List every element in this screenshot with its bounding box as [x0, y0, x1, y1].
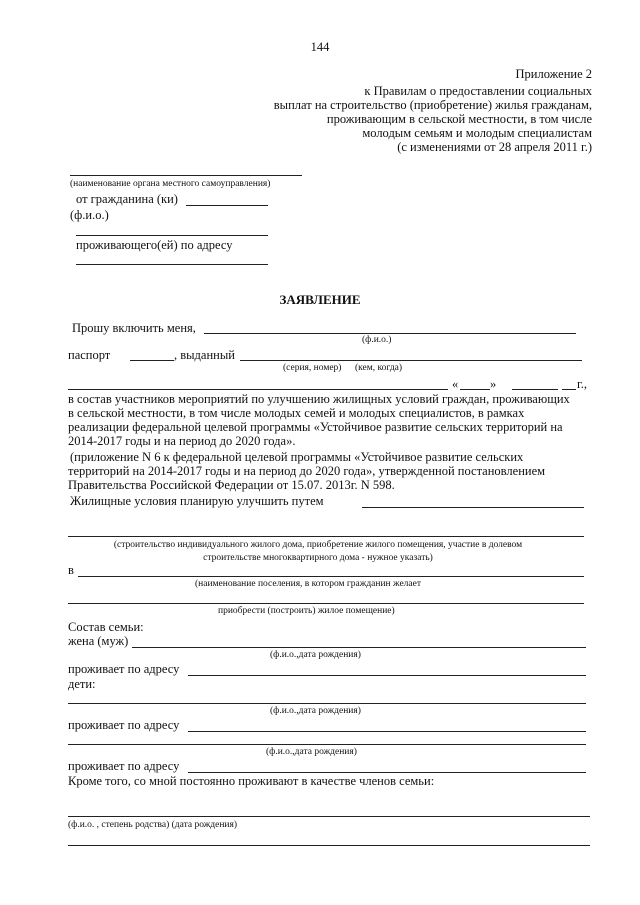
- appendix-line: проживающим в сельской местности, в том числе: [326, 112, 592, 126]
- residing-label: проживающего(ей) по адресу: [76, 238, 233, 252]
- spouse-line[interactable]: [132, 647, 586, 648]
- child-address-line-2[interactable]: [188, 772, 586, 773]
- construction-caption: (строительство индивидуального жилого дома, приобретение жилого помещения, участие в долевом: [113, 540, 523, 550]
- citizen-name-line[interactable]: [186, 205, 268, 206]
- family-label: Состав семьи:: [68, 620, 144, 634]
- improve-line[interactable]: [362, 507, 584, 508]
- page-number: 144: [310, 40, 330, 54]
- para1-line: реализации федеральной целевой программы «Устойчивое развитие сельских территорий на: [68, 420, 563, 434]
- relation-caption: (ф.и.о. , степень родства) (дата рождения): [68, 820, 238, 830]
- issued-label: , выданный: [174, 348, 235, 362]
- authority-caption: (наименование органа местного самоуправления): [70, 179, 271, 189]
- acquire-caption: приобрести (построить) жилое помещение): [218, 606, 395, 616]
- spouse-address-line[interactable]: [188, 675, 586, 676]
- address-label-2: проживает по адресу: [68, 718, 180, 732]
- authority-line[interactable]: [70, 175, 302, 176]
- members-line-2[interactable]: [68, 845, 590, 846]
- appendix-line: к Правилам о предоставлении социальных: [364, 84, 592, 98]
- fio-caption: (ф.и.о.): [362, 335, 392, 345]
- quote-close: »: [490, 377, 497, 391]
- members-line[interactable]: [68, 816, 590, 817]
- day-line[interactable]: [460, 389, 490, 390]
- settlement-line[interactable]: [78, 576, 584, 577]
- request-label: Прошу включить меня,: [72, 321, 196, 335]
- year-suffix: г.,: [577, 377, 587, 391]
- para1-line: в сельской местности, в том числе молодых семей и молодых специалистов, в рамках: [68, 406, 525, 420]
- document-title: ЗАЯВЛЕНИЕ: [279, 292, 361, 307]
- construction-caption: строительстве многоквартирного дома - нужное указать): [203, 553, 433, 563]
- also-label: Кроме того, со мной постоянно проживают в качестве членов семьи:: [68, 774, 435, 788]
- from-citizen-label: от гражданина (ки): [76, 192, 178, 206]
- spouse-caption: (ф.и.о.,дата рождения): [270, 650, 361, 660]
- appendix-line: молодым семьям и молодым специалистам: [362, 126, 592, 140]
- month-line[interactable]: [512, 389, 558, 390]
- child-line[interactable]: [68, 703, 586, 704]
- child-caption-2: (ф.и.о.,дата рождения): [266, 747, 357, 757]
- spouse-label: жена (муж): [68, 634, 129, 648]
- para2-line: (приложение N 6 к федеральной целевой программы «Устойчивое развитие сельских: [70, 450, 524, 464]
- year-line[interactable]: [562, 389, 576, 390]
- appendix-line: выплат на строительство (приобретение) жилья гражданам,: [273, 98, 592, 112]
- series-caption: (серия, номер): [283, 363, 342, 373]
- fio-label: (ф.и.о.): [70, 208, 109, 222]
- by-whom-caption: (кем, когда): [355, 363, 403, 373]
- applicant-fio-line[interactable]: [204, 333, 576, 334]
- improve-label: Жилищные условия планирую улучшить путем: [70, 494, 324, 508]
- address-label: проживает по адресу: [68, 662, 180, 676]
- para1-line: 2014-2017 годы и на период до 2020 года».: [68, 434, 296, 448]
- address-line-2[interactable]: [76, 264, 268, 265]
- settlement-caption: (наименование поселения, в котором гражданин желает: [195, 579, 421, 589]
- appendix-title: Приложение 2: [515, 67, 592, 81]
- passport-number-line[interactable]: [130, 360, 174, 361]
- passport-label: паспорт: [68, 348, 111, 362]
- quote-open: «: [452, 377, 459, 391]
- children-label: дети:: [68, 677, 96, 691]
- address-label-3: проживает по адресу: [68, 759, 180, 773]
- para2-line: территорий на 2014-2017 годы и на период до 2020 года», утвержденной постановлением: [68, 464, 546, 478]
- child-address-line[interactable]: [188, 731, 586, 732]
- in-label: в: [68, 563, 74, 577]
- para1-line: в состав участников мероприятий по улучшению жилищных условий граждан, проживающих: [68, 392, 570, 406]
- child-line-2[interactable]: [68, 744, 586, 745]
- continuation-line[interactable]: [68, 389, 448, 390]
- para2-line: Правительства Российской Федерации от 15.07. 2013г. N 598.: [68, 478, 395, 492]
- settlement-line-2[interactable]: [68, 603, 584, 604]
- child-caption: (ф.и.о.,дата рождения): [270, 706, 361, 716]
- appendix-line: (с изменениями от 28 апреля 2011 г.): [397, 140, 592, 154]
- issued-by-line[interactable]: [240, 360, 582, 361]
- improve-line-2[interactable]: [68, 536, 584, 537]
- address-line[interactable]: [76, 235, 268, 236]
